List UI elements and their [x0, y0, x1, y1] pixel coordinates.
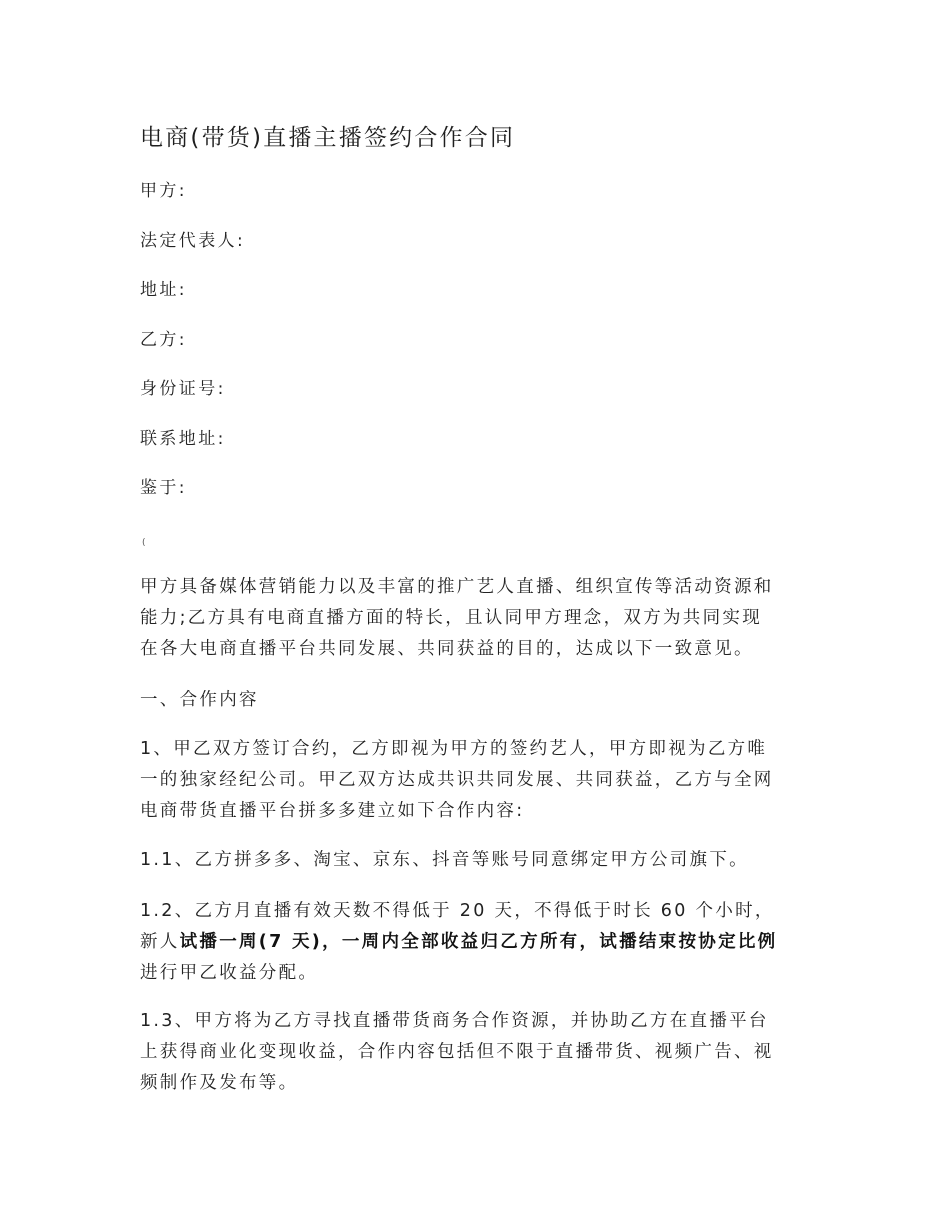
section-heading-text: 一、合作内容 — [140, 690, 259, 710]
text-line: 能力;乙方具有电商直播方面的特长，且认同甲方理念，双方为共同实现 — [140, 608, 762, 628]
text-line: 电商带货直播平台拼多多建立如下合作内容: — [140, 801, 525, 821]
party-a-address-field: 地址: — [140, 280, 187, 300]
emphasized-text: 试播一周(7 天)，一周内全部收益归乙方所有，试播结束按协定比例 — [179, 932, 778, 952]
text-line: 频制作及发布等。 — [140, 1073, 299, 1093]
text-line: 1.3、甲方将为乙方寻找直播带货商务合作资源，并协助乙方在直播平台 — [140, 1011, 769, 1031]
clause-1-2 — [140, 896, 820, 989]
text-segment: 新人 — [140, 932, 180, 952]
contract-title: 电商(带货)直播主播签约合作合同 — [140, 125, 516, 151]
legal-representative-field: 法定代表人: — [140, 231, 246, 251]
clause-1-1 — [140, 845, 820, 876]
text-line: 1.2、乙方月直播有效天数不得低于 20 天，不得低于时长 60 个小时， — [140, 901, 775, 921]
stray-mark: ( — [142, 538, 146, 548]
party-a-field: 甲方: — [140, 181, 187, 201]
section-heading — [140, 685, 820, 716]
id-number-field: 身份证号: — [140, 379, 226, 399]
text-line: 甲方具备媒体营销能力以及丰富的推广艺人直播、组织宣传等活动资源和 — [140, 577, 774, 597]
text-line: 上获得商业化变现收益，合作内容包括但不限于直播带货、视频广告、视 — [140, 1042, 774, 1062]
text-line: 一的独家经纪公司。甲乙双方达成共识共同发展、共同获益，乙方与全网 — [140, 770, 774, 790]
preamble-paragraph — [140, 572, 820, 665]
text-line: 进行甲乙收益分配。 — [140, 963, 319, 983]
contact-address-field: 联系地址: — [140, 429, 226, 449]
party-b-field: 乙方: — [140, 330, 187, 350]
text-line: 1、甲乙双方签订合约，乙方即视为甲方的签约艺人，甲方即视为乙方唯 — [140, 739, 768, 759]
text-line: 在各大电商直播平台共同发展、共同获益的目的，达成以下一致意见。 — [140, 639, 754, 659]
whereas-field: 鉴于: — [140, 478, 187, 498]
text-line: 1.1、乙方拼多多、淘宝、京东、抖音等账号同意绑定甲方公司旗下。 — [140, 850, 749, 870]
clause-1-3 — [140, 1006, 820, 1099]
text-line — [140, 927, 820, 958]
clause-1 — [140, 734, 820, 827]
